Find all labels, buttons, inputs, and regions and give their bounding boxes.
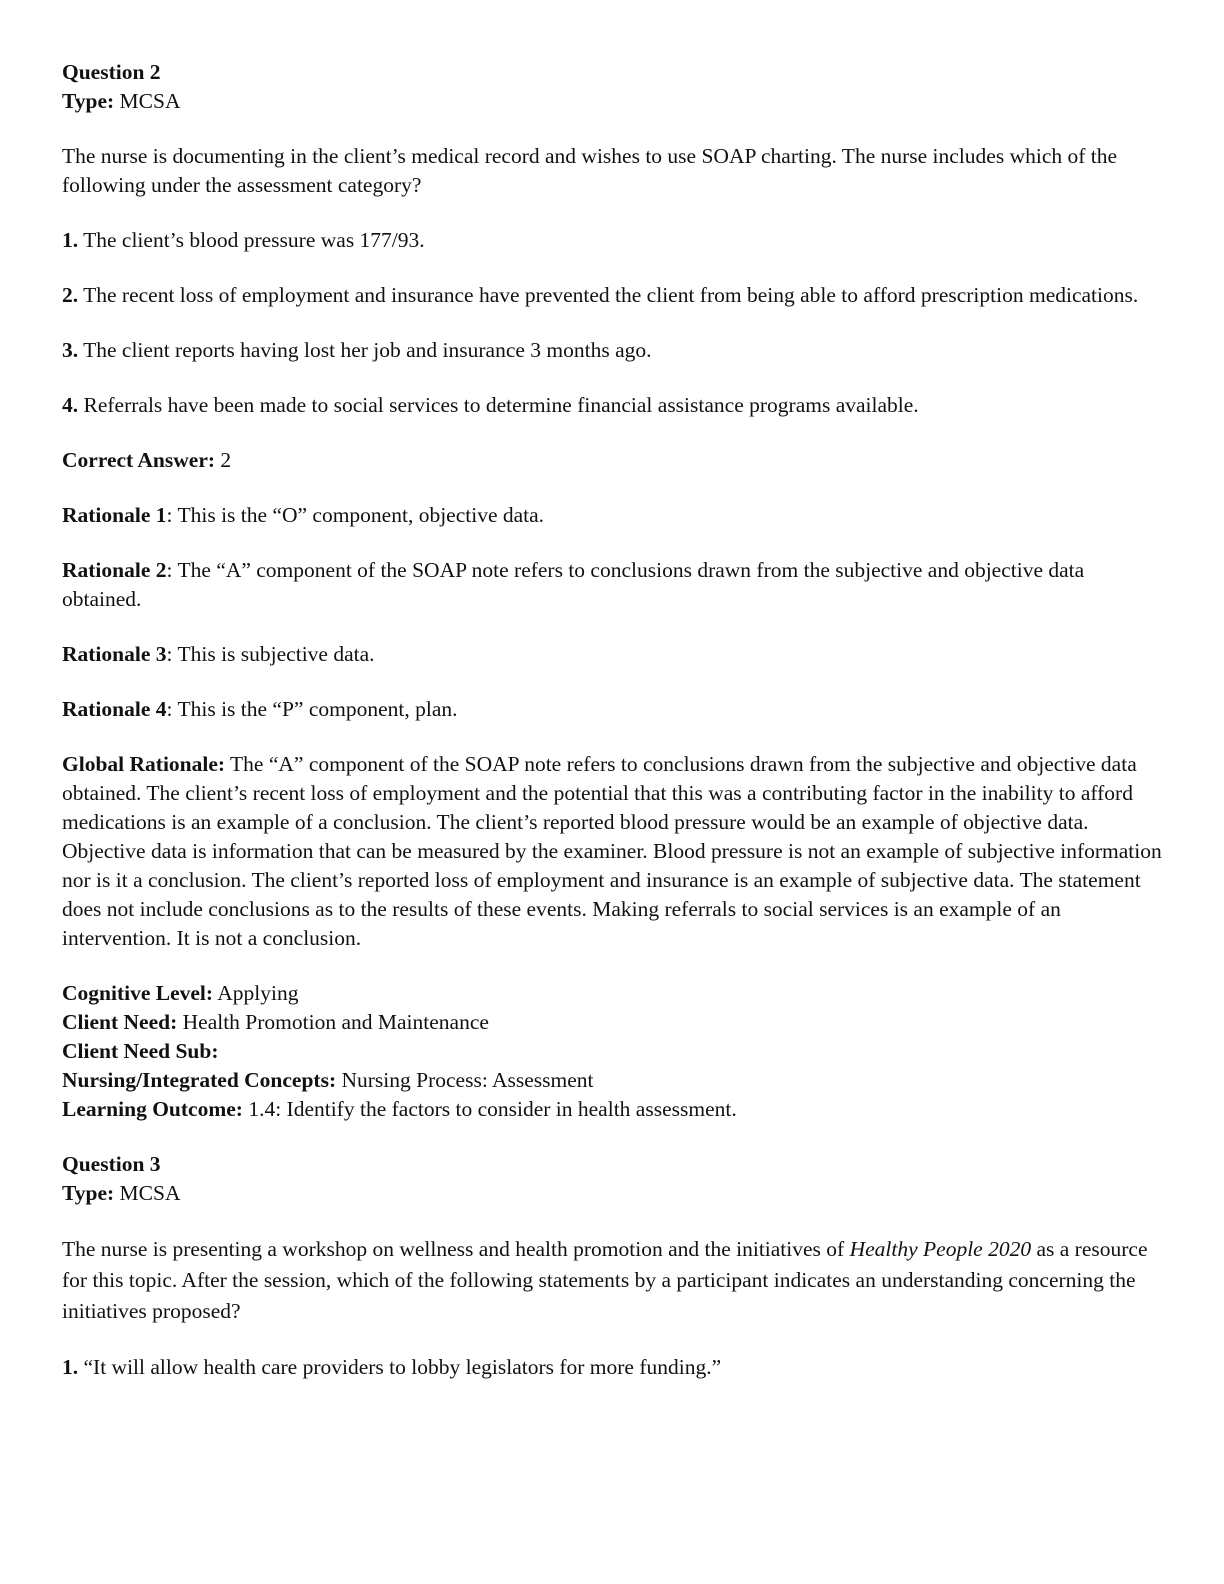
metadata-row <box>62 1066 1162 1095</box>
rationale <box>62 556 1162 614</box>
question-type <box>62 1179 1162 1208</box>
metadata-row <box>62 1008 1162 1037</box>
answer-option <box>62 226 1162 255</box>
answer-option-number: 3. <box>62 338 79 362</box>
correct-answer-label: Correct Answer: <box>62 448 216 472</box>
metadata-label: Client Need: <box>62 1010 178 1034</box>
question-type <box>62 87 1162 116</box>
question-stem-text: The nurse is presenting a workshop on wellness and health promotion and the initiatives of <box>62 1237 850 1261</box>
correct-answer-value: 2 <box>215 448 232 472</box>
answer-option-text: “It will allow health care providers to lobby legislators for more funding.” <box>78 1355 722 1379</box>
metadata-label: Nursing/Integrated Concepts: <box>62 1068 337 1092</box>
metadata-label: Cognitive Level: <box>62 981 214 1005</box>
rationale-label: Rationale 4 <box>62 697 167 721</box>
rationale-label: Rationale 3 <box>62 642 167 666</box>
question-metadata <box>62 979 1162 1124</box>
question-type-label: Type: <box>62 1181 115 1205</box>
metadata-value: Nursing Process: Assessment <box>336 1068 594 1092</box>
rationale-text: : The “A” component of the SOAP note refers to conclusions drawn from the subjective and objective data obtained. <box>62 558 1085 611</box>
rationale-label: Rationale 1 <box>62 503 167 527</box>
answer-option-text: The client reports having lost her job and insurance 3 months ago. <box>78 338 652 362</box>
rationale <box>62 695 1162 724</box>
answer-option <box>62 281 1162 310</box>
rationale-text: : This is subjective data. <box>166 642 375 666</box>
rationale-label: Rationale 2 <box>62 558 167 582</box>
rationale-text: : This is the “O” component, objective data. <box>166 503 545 527</box>
metadata-row <box>62 979 1162 1008</box>
correct-answer <box>62 446 1162 475</box>
metadata-value: Health Promotion and Maintenance <box>177 1010 489 1034</box>
metadata-value: 1.4: Identify the factors to consider in health assessment. <box>242 1097 737 1121</box>
question-type-label: Type: <box>62 89 115 113</box>
answer-option <box>62 391 1162 420</box>
answer-option-text: The client’s blood pressure was 177/93. <box>78 228 425 252</box>
answer-option-number: 1. <box>62 228 79 252</box>
answer-option <box>62 336 1162 365</box>
rationale-text: : This is the “P” component, plan. <box>166 697 458 721</box>
document-page <box>62 58 1162 1382</box>
metadata-row <box>62 1037 1162 1066</box>
answer-option-number: 1. <box>62 1355 79 1379</box>
metadata-label: Client Need Sub: <box>62 1039 219 1063</box>
answer-option-number: 4. <box>62 393 79 417</box>
question-stem: The nurse is documenting in the client’s medical record and wishes to use SOAP charting. The nurse includes which of the following under the assessment category? <box>62 144 1118 197</box>
global-rationale-label: Global Rationale: <box>62 752 226 776</box>
question-heading <box>62 1150 1162 1179</box>
global-rationale-text: The “A” component of the SOAP note refers to conclusions drawn from the subjective and objective data obtained. The client’s recent loss of employment and the potential that this was a contributing factor in the inability to afford medications is an example of a conclusion. The client’s reported blood pressure would be an example of objective data. Objective data is information that can be measured by the examiner. Blood pressure is not an example of subjective information nor is it a conclusion. The client’s reported loss of employment and insurance is an example of subjective data. The statement does not include conclusions as to the results of these events. Making referrals to social services is an example of an intervention. It is not a conclusion. <box>62 752 1162 950</box>
question-heading-label: Question 3 <box>62 1152 161 1176</box>
metadata-label: Learning Outcome: <box>62 1097 243 1121</box>
question-heading-label: Question 2 <box>62 60 161 84</box>
global-rationale <box>62 750 1162 953</box>
question-type-value: MCSA <box>114 89 181 113</box>
rationale <box>62 640 1162 669</box>
question-type-value: MCSA <box>114 1181 181 1205</box>
answer-option <box>62 1353 1162 1382</box>
answer-option-number: 2. <box>62 283 79 307</box>
answer-option-text: Referrals have been made to social services to determine financial assistance programs available. <box>78 393 919 417</box>
question-heading <box>62 58 1162 87</box>
rationale <box>62 501 1162 530</box>
question-stem <box>62 1234 1162 1327</box>
metadata-row <box>62 1095 1162 1124</box>
question-stem-text: as a resource for this topic. After the session, which of the following statements by a participant indicates an understanding concerning the initiatives proposed? <box>62 1237 1148 1323</box>
question-stem-italic: Healthy People 2020 <box>849 1237 1032 1261</box>
answer-option-text: The recent loss of employment and insurance have prevented the client from being able to afford prescription medications. <box>78 283 1139 307</box>
metadata-value: Applying <box>213 981 299 1005</box>
